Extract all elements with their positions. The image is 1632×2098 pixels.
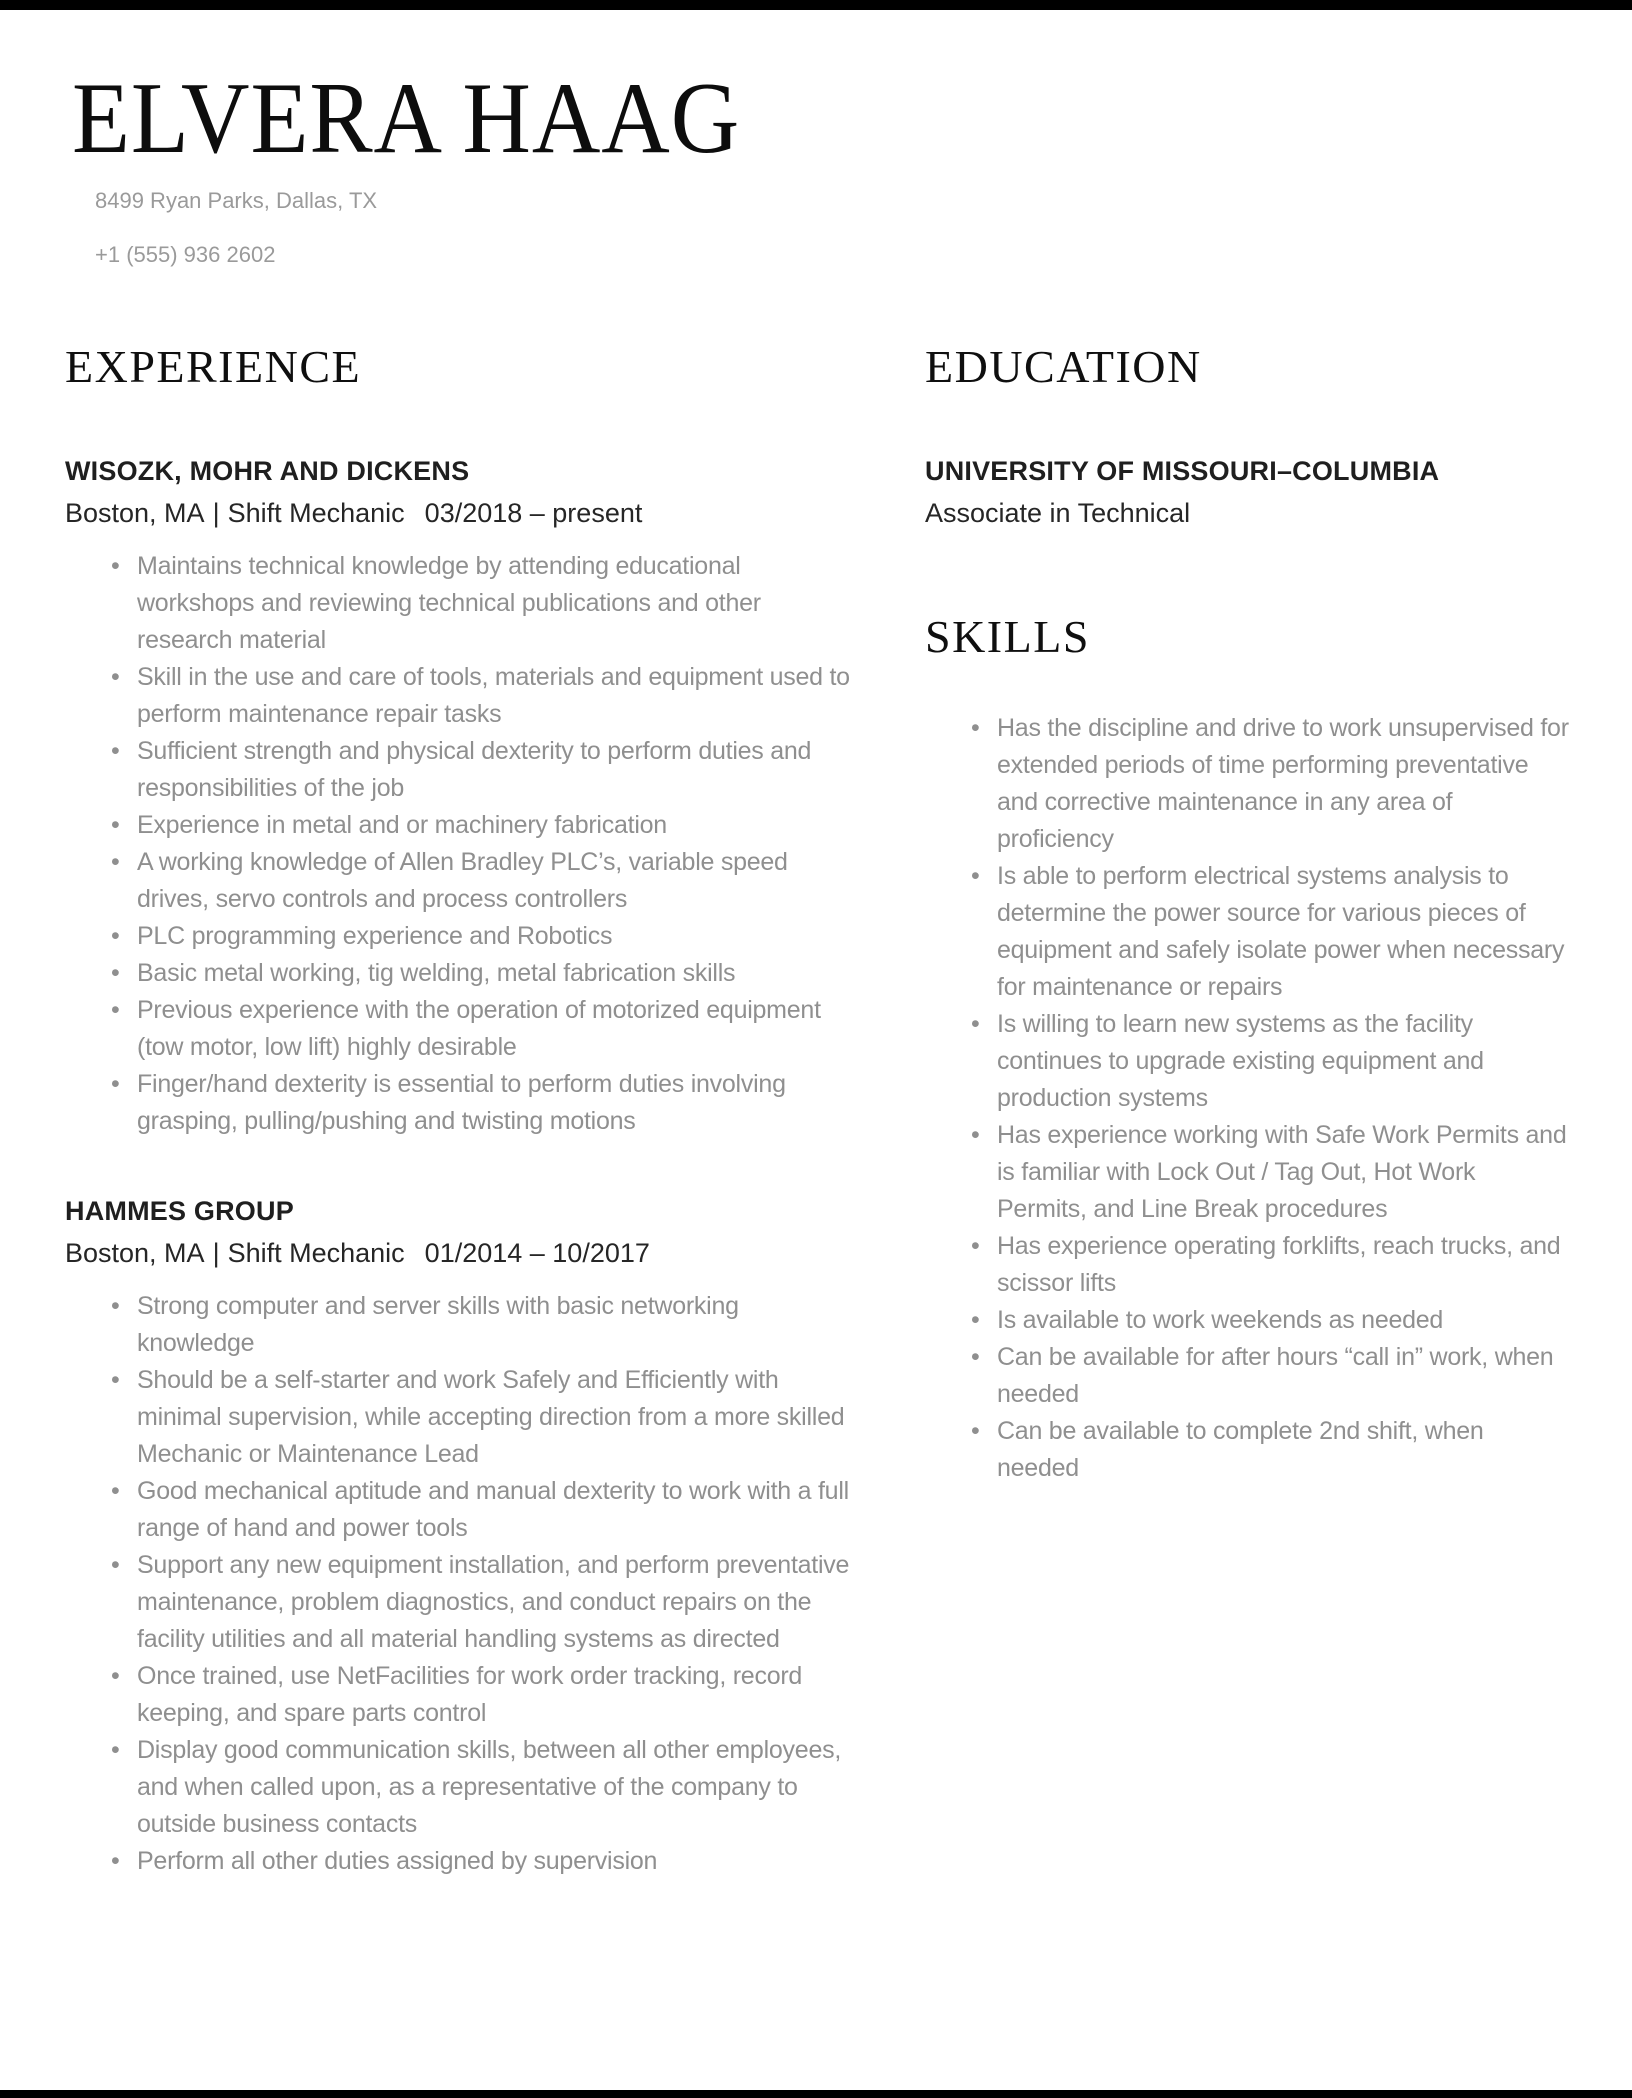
job-bullet: • A working knowledge of Allen Bradley PLC’s, variable speed drives, servo controls and process controllers	[107, 844, 855, 918]
job-entry	[65, 1196, 855, 1880]
job-bullet: • Once trained, use NetFacilities for work order tracking, record keeping, and spare parts control	[107, 1658, 855, 1732]
job-separator: |	[212, 498, 220, 528]
school-name: UNIVERSITY OF MISSOURI–COLUMBIA	[925, 456, 1440, 486]
job-role: Shift Mechanic	[227, 1238, 405, 1268]
right-column	[925, 342, 1570, 1487]
skill-bullet: • Has experience operating forklifts, reach trucks, and scissor lifts	[967, 1228, 1570, 1302]
skills-list	[925, 710, 1570, 1487]
job-dates: 01/2014 – 10/2017	[424, 1238, 650, 1268]
skill-bullet: • Is available to work weekends as needed	[967, 1302, 1570, 1339]
company-name: HAMMES GROUP	[65, 1196, 294, 1226]
job-bullet: • Should be a self-starter and work Safely and Efficiently with minimal supervision, while accepting direction from a more skilled Mechanic or Maintenance Lead	[107, 1362, 855, 1473]
job-location: Boston, MA	[65, 1238, 205, 1268]
job-bullet: • Good mechanical aptitude and manual dexterity to work with a full range of hand and power tools	[107, 1473, 855, 1547]
job-bullets	[65, 548, 855, 1140]
content-columns	[0, 342, 1632, 1880]
job-bullet: • Strong computer and server skills with basic networking knowledge	[107, 1288, 855, 1362]
bottom-accent-bar	[0, 2090, 1632, 2098]
skills-title: SKILLS	[925, 611, 1090, 662]
job-bullets	[65, 1288, 855, 1880]
job-bullet: • Finger/hand dexterity is essential to perform duties involving grasping, pulling/pushing and twisting motions	[107, 1066, 855, 1140]
skill-bullet: • Has the discipline and drive to work unsupervised for extended periods of time performing preventative and corrective maintenance in any area of proficiency	[967, 710, 1570, 858]
skills-section	[925, 612, 1570, 1487]
job-bullet: • Skill in the use and care of tools, materials and equipment used to perform maintenance repair tasks	[107, 659, 855, 733]
experience-section	[65, 342, 855, 1880]
education-section	[925, 342, 1570, 528]
skill-bullet: • Has experience working with Safe Work Permits and is familiar with Lock Out / Tag Out, Hot Work Permits, and Line Break procedures	[967, 1117, 1570, 1228]
degree: Associate in Technical	[925, 498, 1191, 528]
skill-bullet: • Can be available for after hours “call in” work, when needed	[967, 1339, 1570, 1413]
job-bullet: • Basic metal working, tig welding, metal fabrication skills	[107, 955, 855, 992]
job-bullet: • Perform all other duties assigned by supervision	[107, 1843, 855, 1880]
job-bullet: • Display good communication skills, between all other employees, and when called upon, as a representative of the company to outside business contacts	[107, 1732, 855, 1843]
job-entry	[65, 456, 855, 1140]
job-bullet: • Support any new equipment installation, and perform preventative maintenance, problem diagnostics, and conduct repairs on the facility utilities and all material handling systems as directed	[107, 1547, 855, 1658]
skill-bullet: • Is able to perform electrical systems analysis to determine the power source for various pieces of equipment and safely isolate power when necessary for maintenance or repairs	[967, 858, 1570, 1006]
candidate-address: 8499 Ryan Parks, Dallas, TX	[95, 188, 378, 213]
job-meta	[65, 1238, 855, 1268]
job-bullet: • Maintains technical knowledge by attending educational workshops and reviewing technical publications and other research material	[107, 548, 855, 659]
company-name: WISOZK, MOHR AND DICKENS	[65, 456, 470, 486]
experience-title: EXPERIENCE	[65, 341, 362, 392]
education-title: EDUCATION	[925, 341, 1202, 392]
job-bullet: • Experience in metal and or machinery fabrication	[107, 807, 855, 844]
skill-bullet: • Is willing to learn new systems as the facility continues to upgrade existing equipment and production systems	[967, 1006, 1570, 1117]
candidate-phone: +1 (555) 936 2602	[95, 242, 276, 267]
resume-header	[0, 0, 1632, 268]
top-accent-bar	[0, 0, 1632, 10]
job-bullet: • Previous experience with the operation of motorized equipment (tow motor, low lift) highly desirable	[107, 992, 855, 1066]
job-bullet: • PLC programming experience and Robotics	[107, 918, 855, 955]
job-role: Shift Mechanic	[227, 498, 405, 528]
job-location: Boston, MA	[65, 498, 205, 528]
job-dates: 03/2018 – present	[424, 498, 643, 528]
job-bullet: • Sufficient strength and physical dexterity to perform duties and responsibilities of the job	[107, 733, 855, 807]
job-meta	[65, 498, 855, 528]
job-separator: |	[212, 1238, 220, 1268]
experience-jobs	[65, 456, 855, 1880]
skill-bullet: • Can be available to complete 2nd shift, when needed	[967, 1413, 1570, 1487]
candidate-name: ELVERA HAAG	[72, 62, 741, 175]
